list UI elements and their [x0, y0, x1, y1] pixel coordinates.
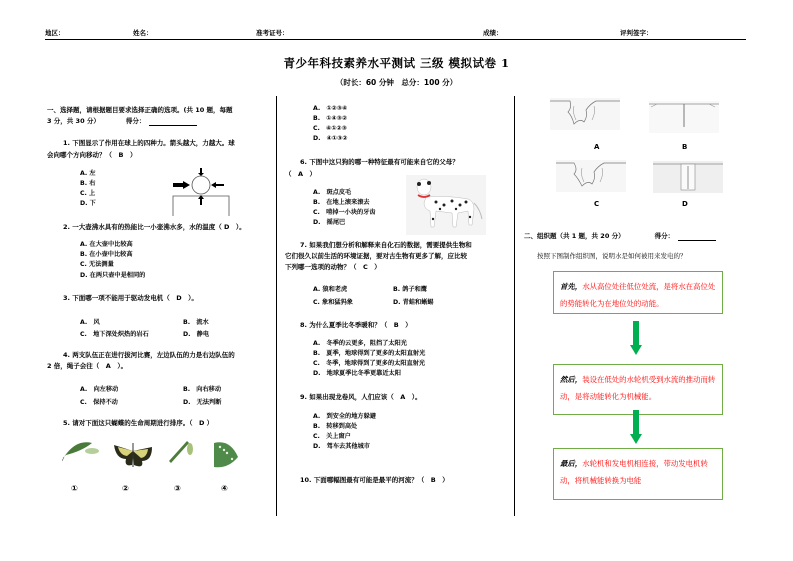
q1-option-c: C. 上 — [80, 190, 96, 197]
section2-heading: 二、组织题（共 1 题，共 20 分） — [524, 232, 625, 240]
q3-option-a: A. 风 — [80, 319, 100, 326]
eggs-on-leaf-icon — [210, 437, 240, 471]
q2-option-a: A. 在大壶中比较高 — [80, 241, 133, 248]
q4-option-d: D. 无法判断 — [183, 399, 222, 406]
exam-subtitle: （时长：60 分钟 总分：100 分） — [335, 78, 458, 87]
section2-instruction: 按照下图制作组织图，说明水是如何被用来发电的？ — [537, 252, 687, 260]
section2-score-label: 得分： — [654, 232, 675, 240]
section1-score-blank[interactable] — [149, 119, 197, 126]
q8-option-d: D. 地球夏季比冬季更靠近太阳 — [313, 370, 401, 377]
q8-option-c: C. 冬季，地球得到了更多的太阳直射光 — [313, 360, 426, 367]
exam-title: 青少年科技素养水平测试 三级 模拟试卷 1 — [283, 56, 510, 70]
q6-option-a: A. 斑点皮毛 — [313, 189, 352, 196]
q9-option-d: D. 驾车去其他城市 — [313, 443, 370, 450]
force-diagram-icon — [170, 168, 232, 216]
river-canyon-b-image — [649, 101, 719, 133]
q3-option-d: D. 静电 — [183, 331, 210, 338]
flow-arrow-down-icon — [630, 321, 642, 357]
river-label-b: B — [682, 143, 688, 151]
q9-option-c: C. 关上窗户 — [313, 433, 351, 440]
butterfly-icon — [112, 437, 154, 473]
q6-option-c: C. 啃掉一小块的牙齿 — [313, 209, 376, 216]
q5-option-b: B. ①④③② — [313, 115, 348, 122]
river-canyon-c-image — [556, 160, 626, 192]
q4-option-b: B. 向右移动 — [183, 386, 222, 393]
column-divider-right — [514, 96, 515, 516]
q1-option-a: A. 左 — [80, 170, 96, 177]
q5-option-a: A. ①②③④ — [313, 105, 348, 112]
q2-option-b: B. 在小壶中比较高 — [80, 251, 133, 258]
q2-option-c: C. 无法测量 — [80, 261, 114, 268]
q6-option-b: B. 在地上滚来滚去 — [313, 199, 370, 206]
q7-option-c: C. 象和猛犸象 — [313, 299, 353, 306]
stage-label-1: ① — [71, 484, 78, 493]
river-canyon-a-image — [550, 98, 620, 130]
q6-option-d: D. 摇尾巴 — [313, 219, 346, 226]
q4-option-a: A. 向左移动 — [80, 386, 119, 393]
q7-option-b: B. 鸽子和鹰 — [393, 286, 427, 293]
river-label-a: A — [594, 143, 600, 151]
q9-option-a: A. 到安全的地方躲避 — [313, 413, 376, 420]
q3-option-b: B. 流水 — [183, 319, 209, 326]
column-divider-left — [276, 96, 277, 516]
caterpillar-on-leaf-icon — [62, 437, 100, 467]
header-rule — [45, 39, 746, 40]
river-label-c: C — [594, 200, 600, 208]
flow-step-1: 首先，水从高位处往低位处流，是将水在高位处的势能转化为在地位处的动能。 — [553, 271, 723, 314]
q1-option-b: B. 右 — [80, 180, 96, 187]
flow-arrow-down-icon — [630, 410, 642, 446]
flow-step-2: 然后，装设在低处的水轮机受到水流的推动而转动，是将动能转化为机械能。 — [553, 364, 723, 415]
field-score: 成绩： — [483, 29, 503, 37]
stage-label-4: ④ — [221, 484, 228, 493]
q8-option-a: A. 冬季的云更多，阻挡了太阳光 — [313, 340, 407, 347]
river-label-d: D — [682, 200, 688, 208]
q4-option-c: C. 保持不动 — [80, 399, 118, 406]
q5-option-c: C. ④①②③ — [313, 125, 348, 132]
q7-option-a: A. 狼和老虎 — [313, 286, 348, 293]
flow-step-3: 最后，水轮机和发电机相连接，带动发电机转动，将机械能转换为电能 — [553, 448, 723, 500]
q2-option-d: D. 在两只壶中是相同的 — [80, 272, 146, 279]
field-region: 地区： — [45, 29, 65, 37]
q7-option-d: D. 青蛙和蜥蜴 — [393, 299, 434, 306]
q8-option-b: B. 夏季，地球得到了更多的太阳直射光 — [313, 350, 426, 357]
stage-label-2: ② — [122, 484, 129, 493]
field-grader-signature: 评判签字： — [620, 29, 653, 37]
q3-option-c: C. 地下深处炽热的岩石 — [80, 331, 149, 338]
stage-label-3: ③ — [174, 484, 181, 493]
river-canyon-d-image — [653, 161, 723, 193]
dalmatian-dog-image — [406, 175, 486, 235]
q5-option-d: D. ④①③② — [313, 135, 348, 142]
q9-option-b: B. 转移到高处 — [313, 423, 358, 430]
section2-score-blank[interactable] — [678, 234, 716, 241]
q1-option-d: D. 下 — [80, 200, 96, 207]
field-name: 姓名： — [133, 29, 153, 37]
chrysalis-icon — [165, 437, 195, 467]
field-exam-number: 准考证号： — [256, 29, 289, 37]
